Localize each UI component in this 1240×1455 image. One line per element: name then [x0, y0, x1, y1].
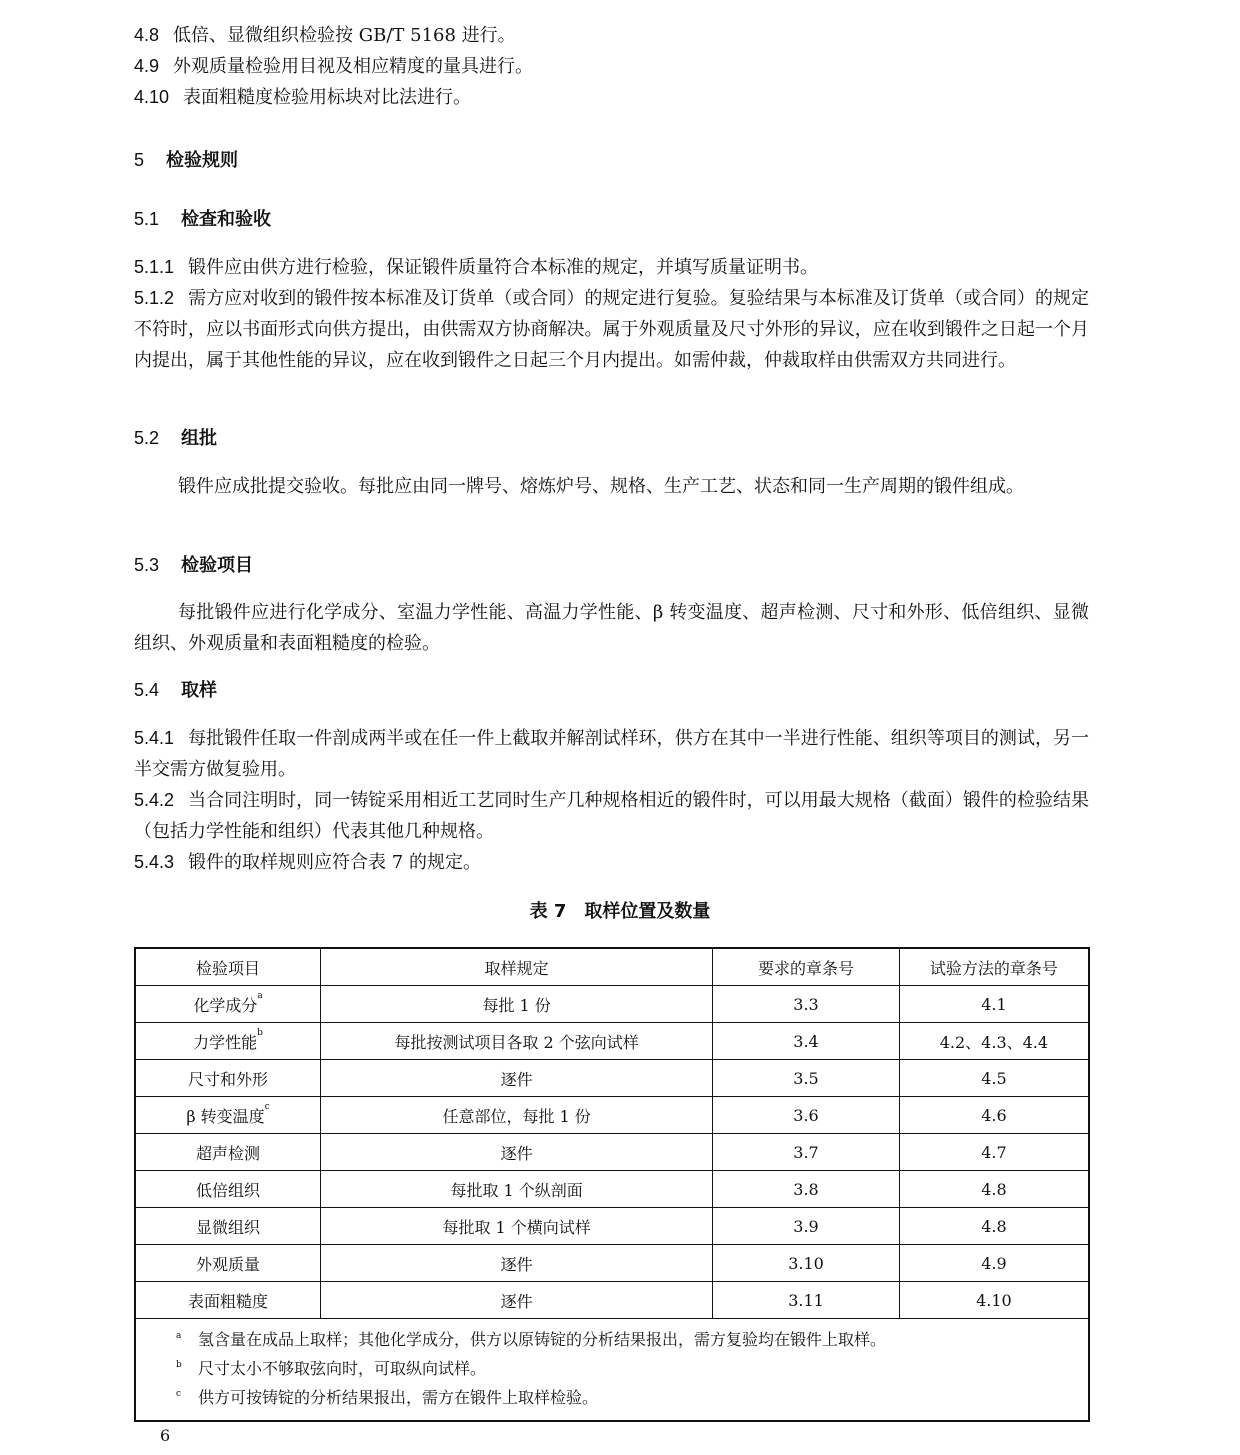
cell-rule: [321, 1245, 713, 1282]
cell-rule-text: 逐件: [500, 1069, 533, 1089]
cell-method-clause-text: 4.2、4.3、4.4: [939, 1032, 1049, 1052]
cell-item: [135, 1282, 321, 1319]
cell-requirement-clause: [713, 1208, 900, 1245]
cell-requirement-clause: [713, 1282, 900, 1319]
cell-method-clause-text: 4.10: [976, 1290, 1012, 1310]
clause-4-10: 4.10 表面粗糙度检验用标块对比法进行。: [134, 87, 472, 108]
cell-requirement-clause-text: 3.8: [793, 1179, 819, 1199]
cell-requirement-clause-text: 3.5: [793, 1068, 819, 1088]
footnote-marker: b: [257, 1027, 263, 1038]
cell-item-text: β 转变温度: [186, 1106, 265, 1126]
cell-rule: [321, 1060, 713, 1097]
cell-rule: [321, 1097, 713, 1134]
cell-requirement-clause-text: 3.9: [793, 1216, 819, 1236]
section-5-3-heading: 5.3 检验项目: [134, 555, 254, 576]
cell-rule-text: 每批取 1 个纵剖面: [450, 1180, 583, 1200]
cell-requirement-clause: [713, 1023, 900, 1060]
cell-requirement-clause: [713, 1060, 900, 1097]
table-notes-row: [135, 1319, 1089, 1422]
header-rule: 取样规定: [321, 948, 713, 986]
section-5-4-heading: 5.4 取样: [134, 680, 218, 701]
cell-item-text: 力学性能: [193, 1032, 258, 1052]
header-method-clause: 试验方法的章条号: [899, 948, 1089, 986]
cell-item: [135, 1023, 321, 1060]
clause-5-4-2: 5.4.2 当合同注明时，同一铸锭采用相近工艺同时生产几种规格相近的锻件时，可以用最大规格（截面）锻件的检验结果（包括力学性能和组织）代表其他几种规格。: [134, 790, 1089, 842]
table-row: [135, 986, 1089, 1023]
cell-method-clause: [899, 1208, 1089, 1245]
cell-requirement-clause: [713, 1171, 900, 1208]
table-header-row: [135, 948, 1089, 986]
cell-requirement-clause-text: 3.6: [793, 1105, 819, 1125]
cell-rule: [321, 1023, 713, 1060]
cell-method-clause: [899, 1134, 1089, 1171]
sampling-table: [134, 947, 1090, 1422]
cell-item: [135, 986, 321, 1023]
cell-rule: [321, 1171, 713, 1208]
cell-rule-text: 逐件: [500, 1291, 533, 1311]
cell-rule-text: 任意部位，每批 1 份: [442, 1106, 591, 1126]
cell-method-clause: [899, 1245, 1089, 1282]
cell-item: [135, 1171, 321, 1208]
note-b: b 尺寸太小不够取弦向时，可取纵向试样。: [176, 1359, 487, 1378]
cell-item-text: 化学成分: [193, 995, 258, 1015]
cell-item-text: 显微组织: [196, 1217, 261, 1237]
header-requirement-clause: 要求的章条号: [713, 948, 900, 986]
section-5-heading: 5 检验规则: [134, 150, 239, 171]
cell-method-clause-text: 4.9: [981, 1253, 1007, 1273]
cell-method-clause-text: 4.1: [981, 994, 1007, 1014]
footnote-marker: a: [257, 990, 263, 1001]
cell-item: [135, 1134, 321, 1171]
cell-requirement-clause-text: 3.3: [793, 994, 819, 1014]
section-5-1-heading: 5.1 检查和验收: [134, 209, 272, 230]
cell-requirement-clause-text: 3.11: [788, 1290, 824, 1310]
cell-rule: [321, 1282, 713, 1319]
cell-method-clause-text: 4.8: [981, 1179, 1007, 1199]
page-number: 6: [160, 1426, 171, 1445]
cell-rule: [321, 1134, 713, 1171]
clause-list-4: [134, 20, 1089, 113]
cell-rule-text: 逐件: [500, 1254, 533, 1274]
table-row: [135, 1282, 1089, 1319]
cell-requirement-clause: [713, 986, 900, 1023]
clause-4-9: 4.9 外观质量检验用目视及相应精度的量具进行。: [134, 56, 534, 77]
table-title: 表 7 取样位置及数量: [529, 901, 711, 922]
cell-method-clause: [899, 1282, 1089, 1319]
clause-5-1-1: 5.1.1 锻件应由供方进行检验，保证锻件质量符合本标准的规定，并填写质量证明书。: [134, 257, 819, 278]
section-5-3-text: 每批锻件应进行化学成分、室温力学性能、高温力学性能、β 转变温度、超声检测、尺寸和外形、低倍组织、显微组织、外观质量和表面粗糙度的检验。: [134, 602, 1089, 654]
cell-item: [135, 1060, 321, 1097]
table-row: [135, 1134, 1089, 1171]
note-c: c 供方可按铸锭的分析结果报出，需方在锻件上取样检验。: [176, 1388, 599, 1407]
cell-requirement-clause-text: 3.4: [793, 1031, 819, 1051]
header-item: 检验项目: [135, 948, 321, 986]
cell-rule-text: 每批取 1 个横向试样: [442, 1217, 591, 1237]
clause-5-4-3: 5.4.3 锻件的取样规则应符合表 7 的规定。: [134, 852, 481, 873]
cell-item: [135, 1245, 321, 1282]
section-5-2-text: 锻件应成批提交验收。每批应由同一牌号、熔炼炉号、规格、生产工艺、状态和同一生产周期的锻件组成。: [178, 476, 1024, 497]
cell-requirement-clause-text: 3.7: [793, 1142, 819, 1162]
clause-5-4-1: 5.4.1 每批锻件任取一件剖成两半或在任一件上截取并解剖试样环，供方在其中一半进行性能、组织等项目的测试，另一半交需方做复验用。: [134, 728, 1089, 780]
table-row: [135, 1097, 1089, 1134]
cell-method-clause-text: 4.5: [981, 1068, 1007, 1088]
cell-requirement-clause-text: 3.10: [788, 1253, 824, 1273]
cell-method-clause: [899, 1023, 1089, 1060]
table-row: [135, 1060, 1089, 1097]
cell-method-clause: [899, 1171, 1089, 1208]
note-a: a 氢含量在成品上取样；其他化学成分，供方以原铸锭的分析结果报出，需方复验均在锻件上取样。: [176, 1330, 887, 1349]
cell-item-text: 尺寸和外形: [188, 1069, 269, 1089]
table-notes: [135, 1319, 1089, 1422]
cell-item: [135, 1097, 321, 1134]
table-row: [135, 1023, 1089, 1060]
cell-rule: [321, 986, 713, 1023]
table-row: [135, 1245, 1089, 1282]
cell-method-clause: [899, 1060, 1089, 1097]
section-5-2-heading: 5.2 组批: [134, 428, 218, 449]
cell-item-text: 表面粗糙度: [188, 1291, 269, 1311]
cell-method-clause-text: 4.7: [981, 1142, 1007, 1162]
clause-4-8: 4.8 低倍、显微组织检验按 GB/T 5168 进行。: [134, 25, 516, 46]
cell-method-clause: [899, 1097, 1089, 1134]
cell-requirement-clause: [713, 1245, 900, 1282]
table-row: [135, 1208, 1089, 1245]
footnote-marker: c: [264, 1101, 270, 1112]
cell-method-clause-text: 4.8: [981, 1216, 1007, 1236]
cell-method-clause-text: 4.6: [981, 1105, 1007, 1125]
cell-item-text: 低倍组织: [196, 1180, 261, 1200]
cell-method-clause: [899, 986, 1089, 1023]
cell-requirement-clause: [713, 1134, 900, 1171]
cell-rule-text: 每批 1 份: [482, 995, 551, 1015]
cell-rule: [321, 1208, 713, 1245]
cell-rule-text: 逐件: [500, 1143, 533, 1163]
clause-5-1-2: 5.1.2 需方应对收到的锻件按本标准及订货单（或合同）的规定进行复验。复验结果与本标准及订货单（或合同）的规定不符时，应以书面形式向供方提出，由供需双方协商解决。属于外观质量及尺寸外形的异议，应在收到锻件之日起一个月内提出，属于其他性能的异议，应在收到锻件之日起三个月内提出。如需仲裁，仲裁取样由供需双方共同进行。: [134, 288, 1089, 371]
cell-item-text: 超声检测: [196, 1143, 261, 1163]
cell-item: [135, 1208, 321, 1245]
cell-requirement-clause: [713, 1097, 900, 1134]
cell-rule-text: 每批按测试项目各取 2 个弦向试样: [394, 1032, 639, 1052]
cell-item-text: 外观质量: [196, 1254, 261, 1274]
table-row: [135, 1171, 1089, 1208]
